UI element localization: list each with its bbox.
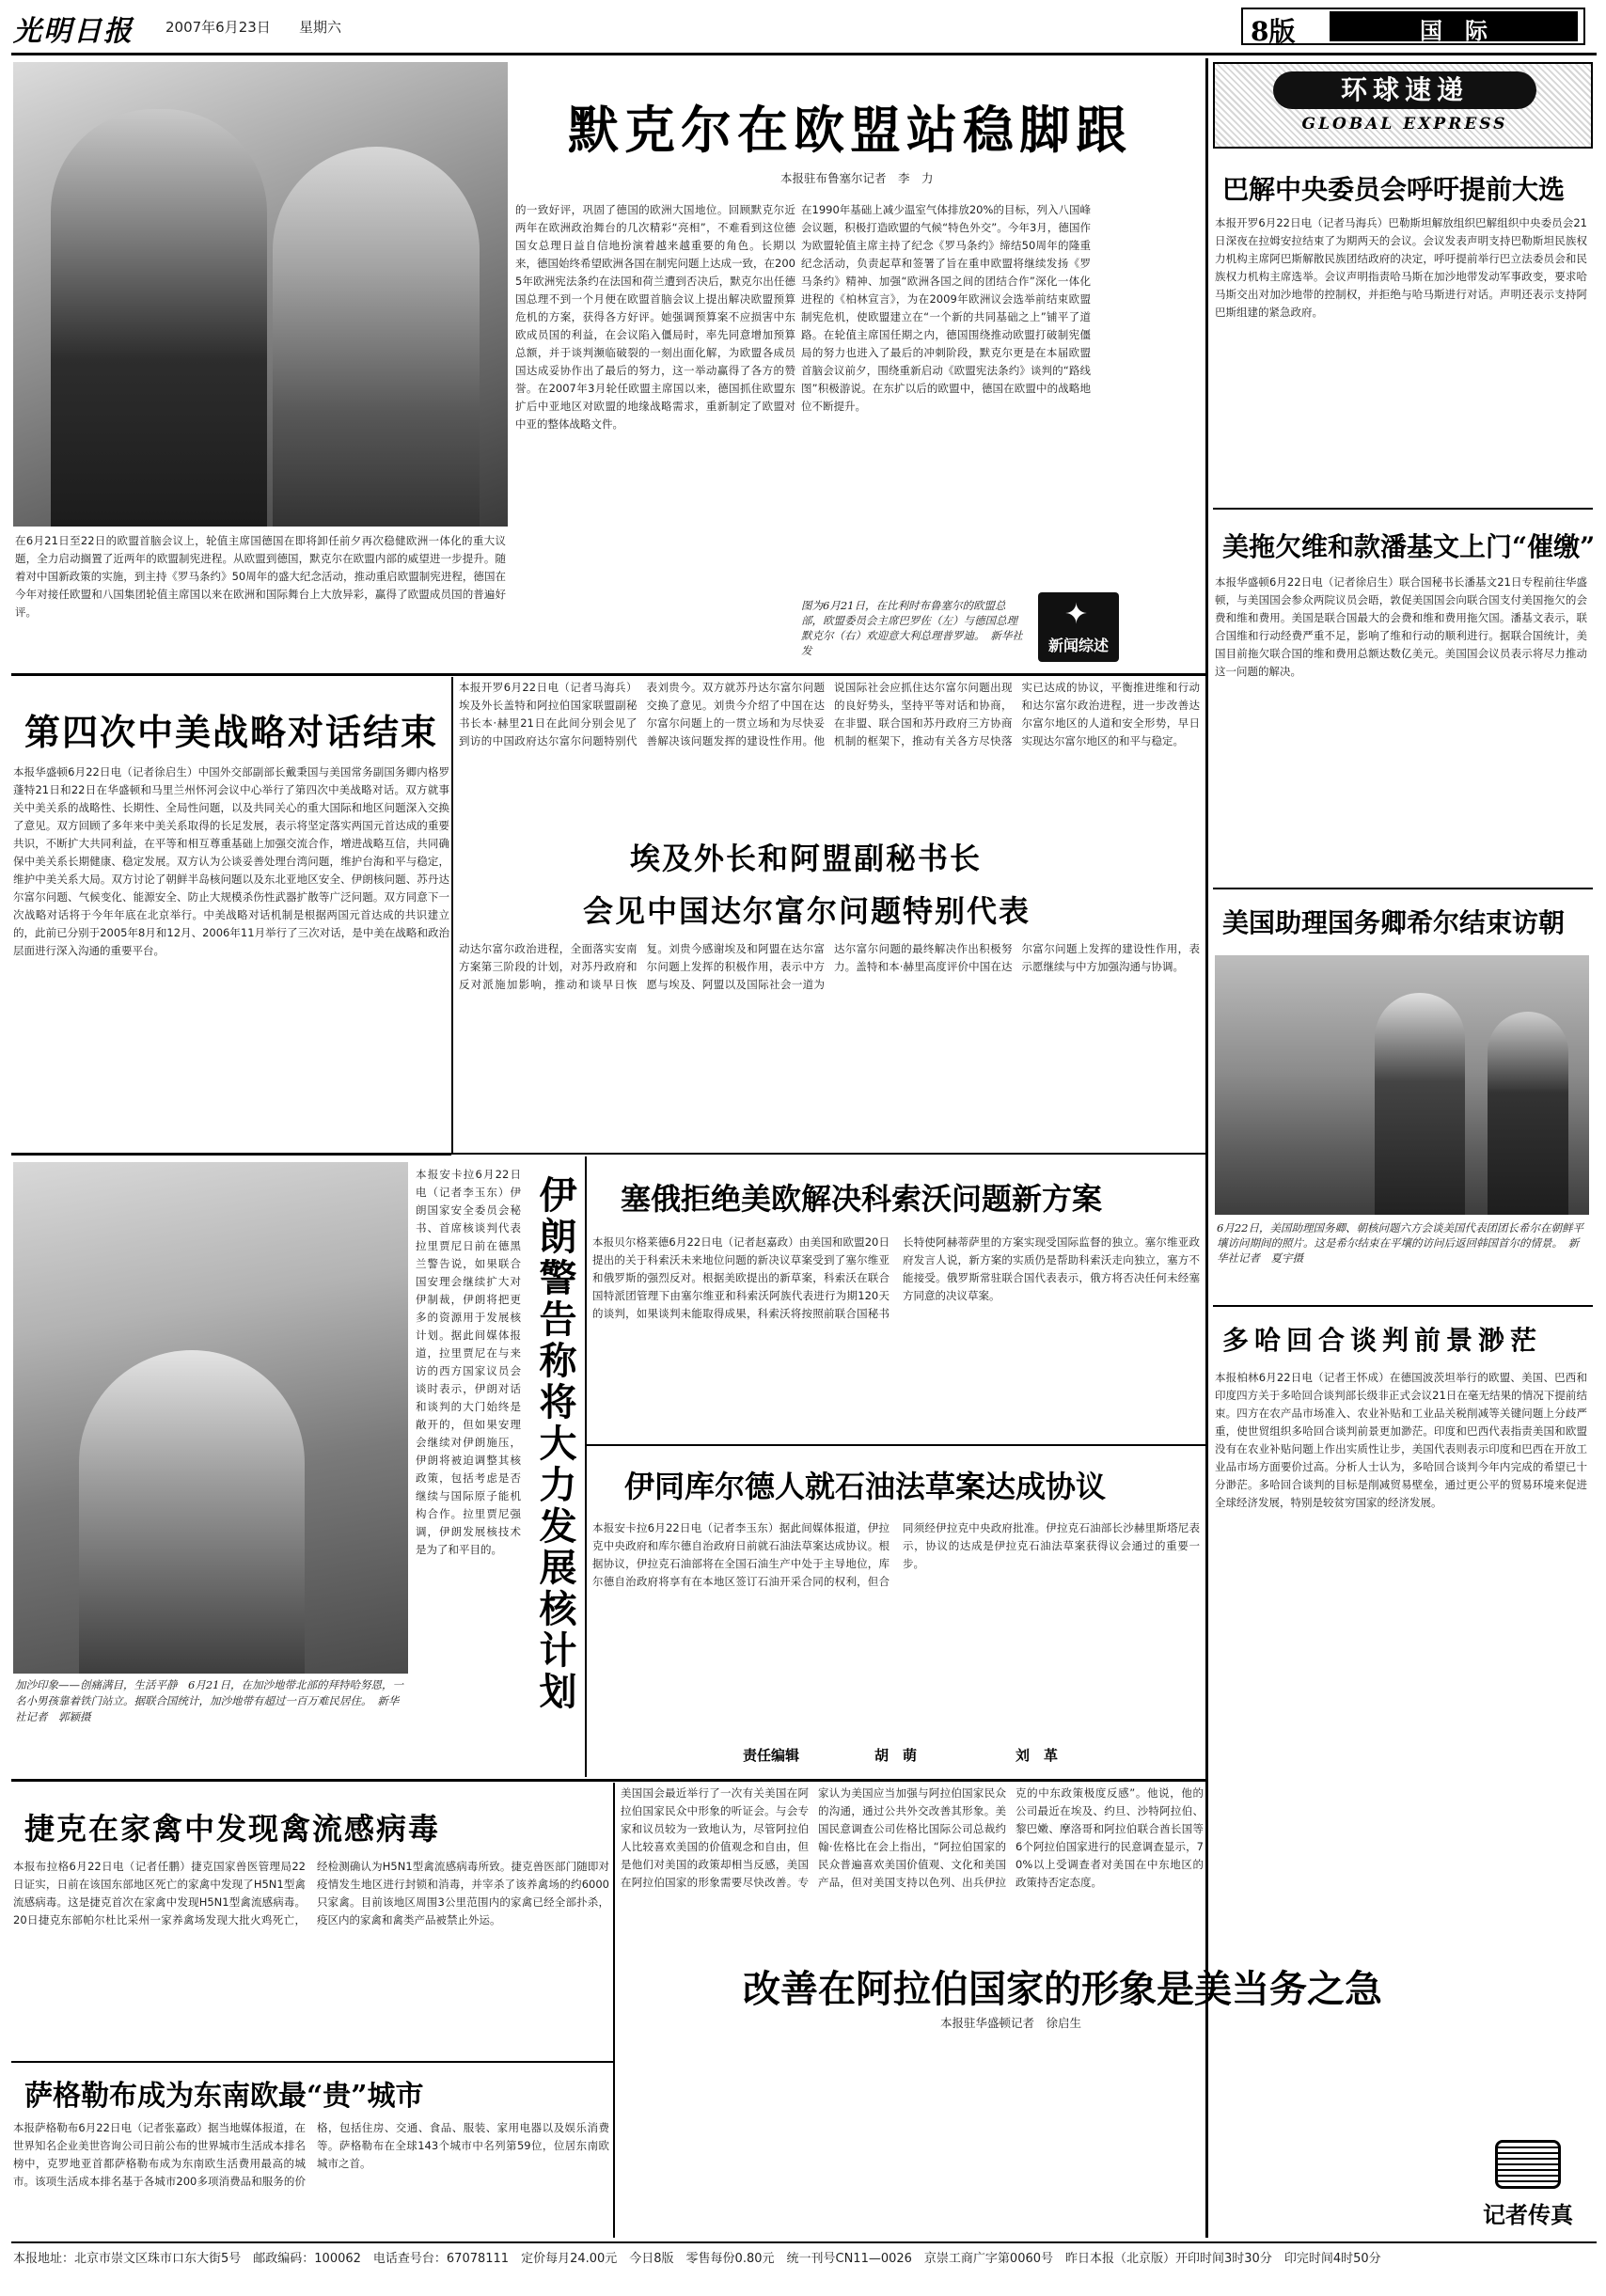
lead-photo-caption: 图为6月21日，在比利时布鲁塞尔的欧盟总部，欧盟委员会主席巴罗佐（左）与德国总理默克尔（右）欢迎意大利总理普罗迪。 新华社发 [801,599,1023,657]
figure-companion [1488,1012,1568,1215]
figure-hill [1375,993,1465,1215]
china-us-headline: 第四次中美战略对话结束 [24,711,439,753]
zagreb-headline: 萨格勒布成为东南欧最“贵”城市 [24,2080,424,2113]
china-us-body: 本报华盛顿6月22日电（记者徐启生）中国外交部副部长戴秉国与美国常务副国务卿内格罗蓬特21日和22日在华盛顿和马里兰州怀河会议中心举行了第四次中美战略对话。双方就事关中美关系的战略性、长期性、全局性问题，以及共同关心的重大国际和地区问题深入交换了意见。双方回顾了多年来中美关系取得的长足发展，表示将坚定落实两国元首达成的重要共识，不断扩大共同利益，在平等和相互尊重基础上加强交流合作，增进战略互信，共同确保中美关系长期健康、稳定发展。双方认为公谈妥善处理台湾问题，维护台海和平与稳定，维护中美关系大局。双方讨论了朝鲜半岛核问题以及东北亚地区安全、伊朗核问题、苏丹达尔富尔问题、气候变化、能源安全、防止大规模杀伤性武器扩散等广泛问题。双方同意下一次战略对话将于今年年底在北京举行。中美战略对话机制是根据两国元首达成的共识建立的，此前已分别于2005年8月和12月、2006年11月举行了三次对话，是中美在战略和政治层面进行深入沟通的重要平台。 [13,765,449,957]
egypt-body-top: 本报开罗6月22日电（记者马海兵）埃及外长盖特和阿拉伯国家联盟副秘书长本·赫里21日在此间分别会见了到访的中国政府达尔富尔问题特别代表刘贵今。双方就苏丹达尔富尔问题交换了意见。刘贵今介绍了中国在达尔富尔问题上的一贯立场和为尽快妥善解决该问题发挥的建设性作用。他说国际社会应抓住达尔富尔问题出现的良好势头，坚持平等对话和协商，在非盟、联合国和苏丹政府三方协商机制的框架下，推动有关各方尽快落实已达成的协议，平衡推进维和行动和达尔富尔政治进程，进一步改善达尔富尔地区的人道和安全形势，早日实现达尔富尔地区的和平与稳定。 [459,681,1200,747]
gaza-photo-caption: 加沙印象——创痛满目，生活平静 6月21日，在加沙地带北部的拜特哈努恩，一名小男孩靠着铁门站立。据联合国统计，加沙地带有超过一百万难民居住。 新华社记者 郭颖摄 [15,1678,403,1723]
china-us-side-rule [451,677,453,1155]
express-headline-1: 巴解中央委员会呼吁提前大选 [1222,174,1566,205]
express-body-4: 本报柏林6月22日电（记者王怀成）在德国波茨坦举行的欧盟、美国、巴西和印度四方关于多哈回合谈判部长级非正式会议21日在毫无结果的情况下提前结束。四方在农产品市场准入、农业补贴和工业品关税削减等关键问题上分歧严重，使世贸组织多哈回合谈判前景更加渺茫。印度和巴西代表指责美国和欧盟没有在农业补贴问题上作出实质性让步，美国代表则表示印度和巴西在开放工业品市场方面要价过高。分析人士认为，多哈回合谈判今年内完成的希望已十分渺茫。多哈回合谈判的目标是削减贸易壁垒，通过更公平的贸易环境来促进全球经济发展，特别是较贫穷国家的经济发展。 [1215,1371,1587,1509]
page-number: 8版 [1251,16,1296,47]
gaza-photo [13,1162,408,1674]
arab-body: 美国国会最近举行了一次有关美国在阿拉伯国家民众中形象的听证会。与会专家和议员较为一致地认为，尽管阿拉伯人比较喜欢美国的价值观念和自由，但是他们对美国的政策却相当反感，美国在阿拉伯国家的形象需要尽快改善。专家认为美国应当加强与阿拉伯国家民众的沟通，通过公共外交改善其形象。美国民意调查公司佐格比国际公司总裁约翰·佐格比在会上指出，“阿拉伯国家的民众普遍喜欢美国价值观、文化和美国产品，但对美国支持以色列、出兵伊拉克的中东政策极度反感”。他说，他的公司最近在埃及、约旦、沙特阿拉伯、黎巴嫩、摩洛哥和阿拉伯联合酋长国等6个阿拉伯国家进行的民意调查显示，70%以上受调查者对美国在中东地区的政策持否定态度。 [621,1786,1204,1889]
lead-col-2: 的一致好评，巩固了德国的欧洲大国地位。回顾默克尔近两年在欧洲政治舞台的几次精彩“亮相”，不难看到这位德国女总理日益自信地扮演着越来越重要的角色。长期以来，德国始终希望欧洲各国在制宪问题上达成一致，在2005年欧洲宪法条约在法国和荷兰遭到否决后，默克尔出任德国总理不到一个月便在欧盟首脑会议上提出解决欧盟预算危机的方案，获得各方好评。她强调预算案不应损害中东欧成员国的利益，在会议陷入僵局时，率先同意增加预算总额，并于谈判濒临破裂的一刻出面化解，为欧盟各成员国达成妥协作出了最后的努力，这一举动赢得了各方的赞誉。在2007年3月轮任欧盟主席国以来，德国抓住欧盟东扩后中亚地区对欧盟的地缘战略需求，重新制定了欧盟对中亚的整体战略文件。 [515,203,795,431]
footer-text: 本报地址：北京市崇文区珠市口东大街5号 邮政编码：100062 电话查号台：67078111 定价每月24.00元 今日8版 零售每份0.80元 统一刊号CN11—0026 京崇工商广字第0060号 昨日本报（北京版）开印时间3时30分 印完时间4时50分 [13,2252,1381,2266]
masthead-date: 2007年6月23日 [165,19,271,36]
arab-body-continued [621,2035,1204,2234]
lead-photo [13,62,508,527]
czech-bottom-rule [11,2061,613,2063]
express-headline-2: 美拖欠维和款潘基文上门“催缴” [1222,531,1596,562]
express-body-2: 本报华盛顿6月22日电（记者徐启生）联合国秘书长潘基文21日专程前往华盛顿，与美国国会参众两院议员会晤，敦促美国国会向联合国支付美国拖欠的会费和维和费用。美国是联合国最大的会费和维和费用拖欠国。潘基文表示，联合国维和行动经费严重不足，影响了维和行动的顺利进行。据联合国统计，美国目前拖欠联合国的维和费用总额达数亿美元。美国国会议员表示将尽力推动这一问题的解决。 [1215,575,1587,678]
masthead-rule [11,53,1597,55]
zagreb-body: 本报萨格勒布6月22日电（记者张嘉政）据当地媒体报道，在世界知名企业美世咨询公司日前公布的世界城市生活成本排名榜中，克罗地亚首都萨格勒布成为东南欧生活费用最高的城市。该项生活成本排名基于各城市200多项消费品和服务的价格，包括住房、交通、食品、服装、家用电器以及娱乐消费等。萨格勒布在全球143个城市中名列第59位，位居东南欧城市之首。 [13,2121,609,2188]
lead-byline: 本报驻布鲁塞尔记者 李 力 [780,171,934,185]
section-label: 国 际 [1420,17,1488,44]
arab-byline: 本报驻华盛顿记者 徐启生 [940,2016,1082,2030]
lead-headline: 默克尔在欧盟站稳脚跟 [568,100,1132,160]
iran-side-rule [585,1156,587,1777]
news-review-badge [1038,592,1119,662]
star-icon: ✦ [1064,598,1089,631]
express-divider-2 [1213,888,1593,889]
serbia-headline: 塞俄拒绝美欧解决科索沃问题新方案 [621,1181,1103,1217]
express-headline-4: 多哈回合谈判前景渺茫 [1222,1325,1543,1356]
hill-photo [1215,955,1589,1215]
figure-left [51,109,267,527]
editor-name-1: 胡 萌 [874,1747,918,1764]
masthead-weekday: 星期六 [299,19,342,36]
fax-icon [1495,2140,1561,2189]
czech-headline: 捷克在家禽中发现禽流感病毒 [24,1811,441,1847]
figure-right [273,147,480,527]
express-headline-3: 美国助理国务卿希尔结束访朝 [1222,907,1566,938]
global-express-title: 环球速递 [1273,71,1536,109]
serbia-bottom-rule [587,1444,1205,1446]
news-review-label: 新闻综述 [1047,637,1109,654]
egypt-headline-2: 会见中国达尔富尔问题特别代表 [583,893,1031,929]
masthead-logo: 光明日报 [13,15,134,48]
china-us-bottom-rule [11,1153,451,1156]
egypt-body-bottom: 动达尔富尔政治进程，全面落实安南方案第三阶段的计划，对苏丹政府和反对派施加影响，推动和谈早日恢复。刘贵今感谢埃及和阿盟在达尔富尔问题上发挥的积极作用，表示中方愿与埃及、阿盟以及国际社会一道为达尔富尔问题的最终解决作出积极努力。盖特和本·赫里高度评价中国在达尔富尔问题上发挥的建设性作用，表示愿继续与中方加强沟通与协调。 [459,942,1200,991]
footer-rule [11,2241,1597,2243]
arab-headline: 改善在阿拉伯国家的形象是美当务之急 [743,1967,1382,2011]
iraq-body: 本报安卡拉6月22日电（记者李玉东）据此间媒体报道，伊拉克中央政府和库尔德自治政府日前就石油法草案达成协议。根据协议，伊拉克石油部将在全国石油生产中处于主导地位，库尔德自治政府将享有在本地区签订石油开采合同的权利，但合同须经伊拉克中央政府批准。伊拉克石油部长沙赫里斯塔尼表示，协议的达成是伊拉克石油法草案获得议会通过的重要一步。 [592,1521,1200,1588]
bottom-left-side-rule [613,1783,615,2238]
iran-headline: 伊朗警告称将大力发展核计划 [533,1175,577,1713]
express-body-1: 本报开罗6月22日电（记者马海兵）巴勒斯坦解放组织巴解组织中央委员会21日深夜在拉姆安拉结束了为期两天的会议。会议发表声明支持巴勒斯坦民族权力机构主席阿巴斯解散民族团结政府的决定，呼吁提前举行巴立法委员会和民族权力机构主席选举。会议声明指责哈马斯在加沙地带发动军事政变，要求哈马斯交出对加沙地带的控制权，并拒绝与哈马斯进行对话。声明还表示支持阿巴斯组建的紧急政府。 [1215,216,1587,319]
lead-col-1: 在6月21日至22日的欧盟首脑会议上，轮值主席国德国在即将卸任前夕再次稳健欧洲一体化的重大议题，全力启动搁置了近两年的欧盟制宪进程。从欧盟到德国，默克尔在欧盟内部的威望进一步提升。随着对中国新政策的实施，到主持《罗马条约》50周年的盛大纪念活动，推动重启欧盟制宪进程，德国在今年对接任欧盟和八国集团轮值主席国以来在欧洲和国际舞台上大放异彩，赢得了欧盟成员国的普遍好评。 [15,534,506,619]
serbia-body: 本报贝尔格莱德6月22日电（记者赵嘉政）由美国和欧盟20日提出的关于科索沃未来地位问题的新决议草案受到了塞尔维亚和俄罗斯的强烈反对。根据美欧提出的新草案，科索沃在联合国特派团管理下由塞尔维亚和科索沃阿族代表进行为期120天的谈判，如果谈判未能取得成果，科索沃将按照前联合国秘书长特使阿赫蒂萨里的方案实现受国际监督的独立。塞尔维亚政府发言人说，新方案的实质仍是帮助科索沃走向独立，塞方不能接受。俄罗斯常驻联合国代表表示，俄方将否决任何未经塞方同意的决议草案。 [592,1235,1200,1320]
iran-body: 本报安卡拉6月22日电（记者李玉东）伊朗国家安全委员会秘书、首席核谈判代表拉里贾尼日前在德黑兰警告说，如果联合国安理会继续扩大对伊制裁，伊朗将把更多的资源用于发展核计划。据此间媒体报道，拉里贾尼在与来访的西方国家议员会谈时表示，伊朗对话和谈判的大门始终是敞开的，但如果安理会继续对伊朗施压，伊朗将被迫调整其核政策，包括考虑是否继续与国际原子能机构合作。拉里贾尼强调，伊朗发展核技术是为了和平目的。 [416,1168,521,1556]
child-figure [79,1350,305,1674]
iraq-headline: 伊同库尔德人就石油法草案达成协议 [624,1469,1107,1504]
right-column-rule [1205,58,1208,2238]
czech-body: 本报布拉格6月22日电（记者任鹏）捷克国家兽医管理局22日证实，日前在该国东部地区死亡的家禽中发现了H5N1型禽流感病毒。这是捷克首次在家禽中发现H5N1型禽流感病毒。20日捷克东部帕尔杜比采州一家养禽场发现大批火鸡死亡，经检测确认为H5N1型禽流感病毒所致。捷克兽医部门随即对疫情发生地区进行封锁和消毒，并宰杀了该养禽场的约6000只家禽。目前该地区周围3公里范围内的家禽已经全部扑杀，疫区内的家禽和禽类产品被禁止外运。 [13,1860,609,1926]
reporter-fax-label: 记者传真 [1483,2201,1573,2228]
editors-label: 责任编辑 [743,1747,800,1764]
editor-name-2: 刘 革 [1016,1747,1059,1764]
mid-bottom-rule [11,1779,1205,1782]
egypt-headline-1: 埃及外长和阿盟副秘书长 [630,841,983,876]
hill-photo-caption: 6月22日，美国助理国务卿、朝核问题六方会谈美国代表团团长希尔在朝鲜平壤访问期间的照片。这是希尔结束在平壤的访问后返回韩国首尔的情景。 新华社记者 夏宇摄 [1217,1221,1583,1265]
lead-col-3: 在1990年基础上减少温室气体排放20%的目标，列入八国峰会议题，积极打造欧盟的气候“特色外交”。今年3月，德国作为欧盟轮值主席主持了纪念《罗马条约》缔结50周年的隆重纪念活动，负责起草和签署了旨在重申欧盟将继续发扬《罗马条约》精神、加强“欧洲各国之间的团结合作”深化一体化进程的《柏林宣言》，为在2009年欧洲议会选举前结束欧盟制宪危机，使欧盟建立在“一个新的共同基础之上”铺平了道路。在轮值主席国任期之内，德国围绕推动欧盟打破制宪僵局的努力也进入了最后的冲刺阶段，默克尔更是在本届欧盟首脑会议前夕，围绕重新启动《欧盟宪法条约》谈判的“路线图”积极游说。在东扩以后的欧盟中，德国在欧盟中的战略地位不断提升。 [801,203,1091,413]
egypt-bottom-rule [453,1153,1205,1155]
express-divider-3 [1213,1305,1593,1307]
masthead [0,0,1606,53]
lead-bottom-rule [11,673,1205,676]
express-divider-1 [1213,508,1593,510]
global-express-subtitle: GLOBAL EXPRESS [1301,115,1508,134]
reporter-fax-badge [1467,2134,1589,2232]
